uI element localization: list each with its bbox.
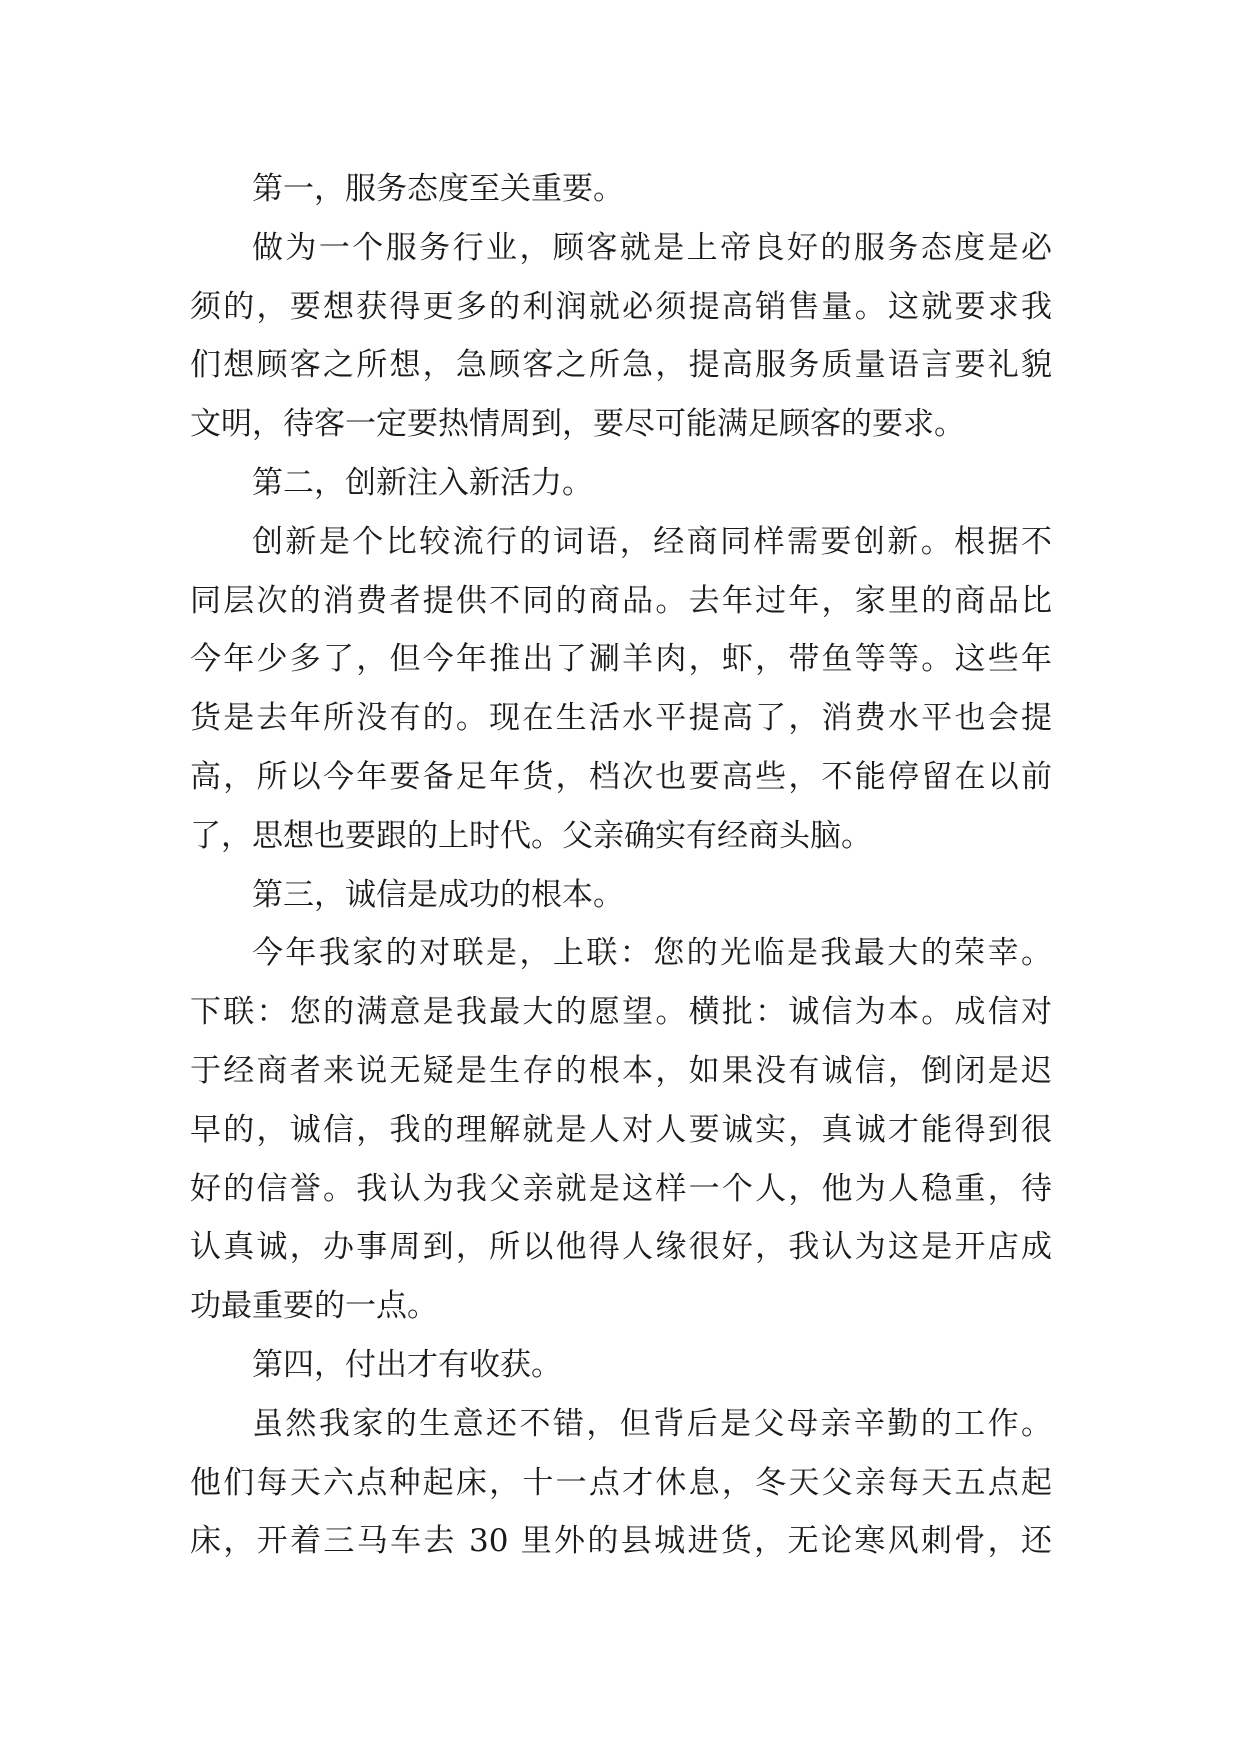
paragraph-line: 同层次的消费者提供不同的商品。去年过年，家里的商品比 (190, 582, 1052, 619)
heading-4: 第四，付出才有收获。 (252, 1346, 562, 1383)
paragraph-line: 文明，待客一定要热情周到，要尽可能满足顾客的要求。 (190, 406, 965, 443)
paragraph-line: 做为一个服务行业，顾客就是上帝良好的服务态度是必 (252, 229, 1052, 266)
heading-1: 第一，服务态度至关重要。 (252, 171, 624, 207)
paragraph-line: 货是去年所没有的。现在生活水平提高了，消费水平也会提 (190, 700, 1052, 737)
document-body (190, 160, 1052, 1571)
paragraph-line: 功最重要的一点。 (190, 1288, 438, 1325)
paragraph-line: 好的信誉。我认为我父亲就是这样一个人，他为人稳重，待 (190, 1170, 1052, 1207)
paragraph-line: 高，所以今年要备足年货，档次也要高些，不能停留在以前 (190, 758, 1052, 795)
paragraph-line: 认真诚，办事周到，所以他得人缘很好，我认为这是开店成 (190, 1229, 1052, 1266)
paragraph-line: 他们每天六点种起床，十一点才休息，冬天父亲每天五点起 (190, 1464, 1052, 1501)
paragraph-line: 须的，要想获得更多的利润就必须提高销售量。这就要求我 (190, 288, 1052, 325)
heading-3: 第三，诚信是成功的根本。 (252, 876, 624, 913)
paragraph-line: 们想顾客之所想，急顾客之所急，提高服务质量语言要礼貌 (190, 347, 1052, 384)
paragraph-line: 了，思想也要跟的上时代。父亲确实有经商头脑。 (190, 817, 872, 854)
paragraph-line: 今年少多了，但今年推出了涮羊肉，虾，带鱼等等。这些年 (190, 641, 1052, 678)
paragraph-line: 早的，诚信，我的理解就是人对人要诚实，真诚才能得到很 (190, 1111, 1052, 1148)
heading-2: 第二，创新注入新活力。 (252, 464, 593, 501)
paragraph-line: 创新是个比较流行的词语，经商同样需要创新。根据不 (252, 523, 1052, 560)
paragraph-line: 下联：您的满意是我最大的愿望。横批：诚信为本。成信对 (190, 994, 1052, 1031)
paragraph-line: 虽然我家的生意还不错，但背后是父母亲辛勤的工作。 (252, 1405, 1052, 1442)
paragraph-line: 床，开着三马车去 30 里外的县城进货，无论寒风刺骨，还 (190, 1523, 1052, 1560)
paragraph-line: 今年我家的对联是，上联：您的光临是我最大的荣幸。 (252, 935, 1052, 972)
paragraph-line: 于经商者来说无疑是生存的根本，如果没有诚信，倒闭是迟 (190, 1052, 1052, 1089)
